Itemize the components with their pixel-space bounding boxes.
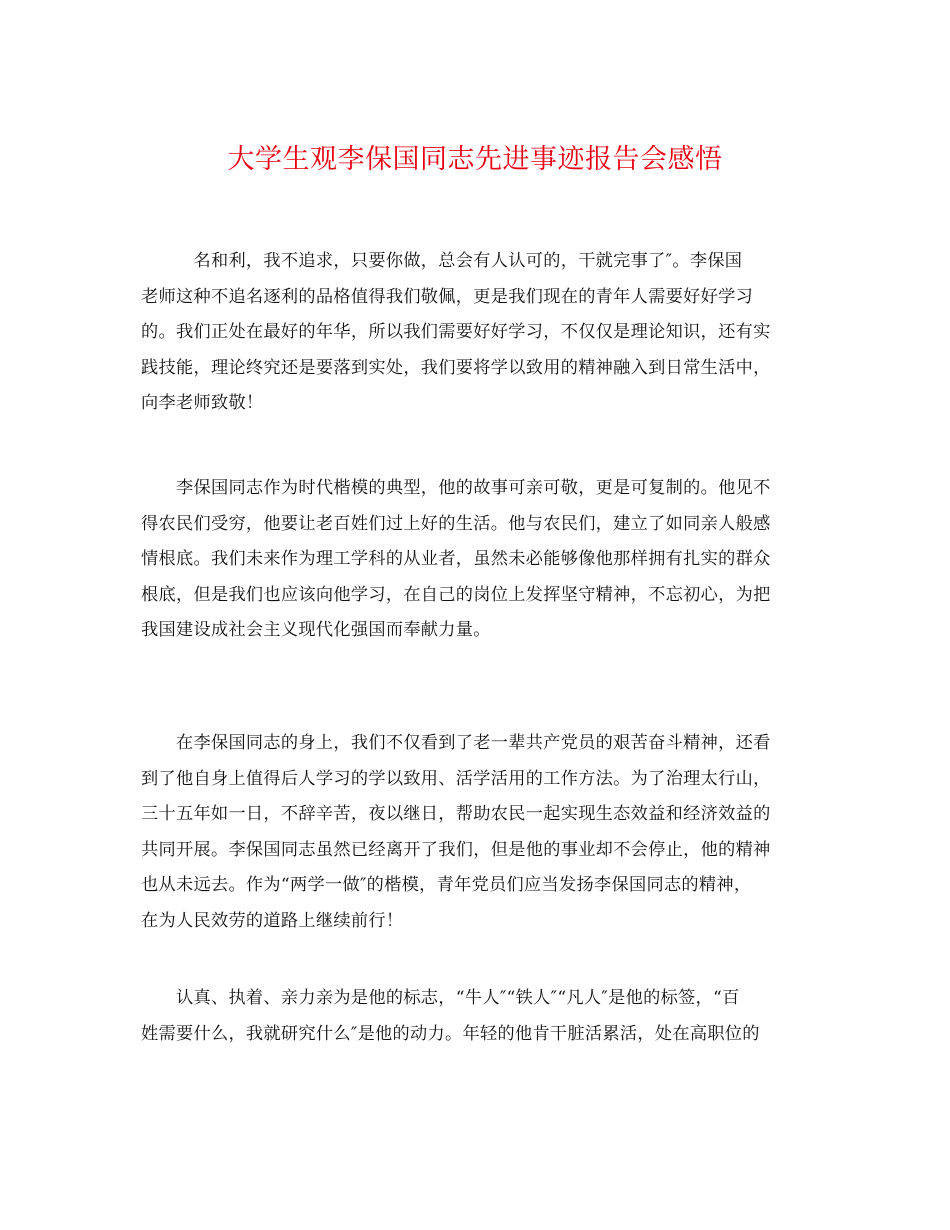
paragraph-line: 名和利，我不追求，只要你做，总会有人认可的，干就完事了″。李保国 xyxy=(141,251,743,271)
paragraph-line: 也从未远去。作为“两学一做″的楷模，青年党员们应当发扬李保国同志的精神， xyxy=(141,875,752,896)
document-title: 大学生观李保国同志先进事迹报告会感悟 xyxy=(227,144,723,175)
paragraph-line: 到了他自身上值得后人学习的学以致用、活学活用的工作方法。为了治理太行山， xyxy=(141,768,771,789)
paragraph-line: 得农民们受穷，他要让老百姓们过上好的生活。他与农民们，建立了如同亲人般感 xyxy=(141,513,771,534)
paragraph-1 xyxy=(141,244,811,422)
paragraph-line: 姓需要什么，我就研究什么″是他的动力。年轻的他肯干脏活累活，处在高职位的 xyxy=(141,1023,760,1044)
paragraph-line: 向李老师致敬！ xyxy=(141,393,264,414)
paragraph-line: 践技能，理论终究还是要落到实处，我们要将学以致用的精神融入到日常生活中， xyxy=(141,357,771,378)
paragraph-3 xyxy=(141,726,811,940)
paragraph-line: 三十五年如一日，不辞辛苦，夜以继日，帮助农民一起实现生态效益和经济效益的 xyxy=(141,804,771,825)
paragraph-line: 认真、执着、亲力亲为是他的标志，“牛人″“铁人″“凡人″是他的标签，“百 xyxy=(141,988,740,1008)
paragraph-line: 老师这种不追名逐利的品格值得我们敬佩，更是我们现在的青年人需要好好学习 xyxy=(141,286,754,307)
paragraph-line: 在为人民效劳的道路上继续前行！ xyxy=(141,910,404,931)
paragraph-line: 李保国同志作为时代楷模的典型，他的故事可亲可敬，更是可复制的。他见不 xyxy=(141,478,771,498)
paragraph-line: 在李保国同志的身上，我们不仅看到了老一辈共产党员的艰苦奋斗精神，还看 xyxy=(141,733,771,753)
paragraph-line: 共同开展。李保国同志虽然已经离开了我们，但是他的事业却不会停止，他的精神 xyxy=(141,839,771,860)
paragraph-4 xyxy=(141,981,811,1052)
paragraph-2 xyxy=(141,471,811,649)
paragraph-line: 情根底。我们未来作为理工学科的从业者，虽然未必能够像他那样拥有扎实的群众 xyxy=(141,549,771,570)
paragraph-line: 我国建设成社会主义现代化强国而奉献力量。 xyxy=(141,620,491,641)
paragraph-line: 根底，但是我们也应该向他学习，在自己的岗位上发挥坚守精神，不忘初心，为把 xyxy=(141,584,771,605)
paragraph-line: 的。我们正处在最好的年华，所以我们需要好好学习，不仅仅是理论知识，还有实 xyxy=(141,322,771,343)
